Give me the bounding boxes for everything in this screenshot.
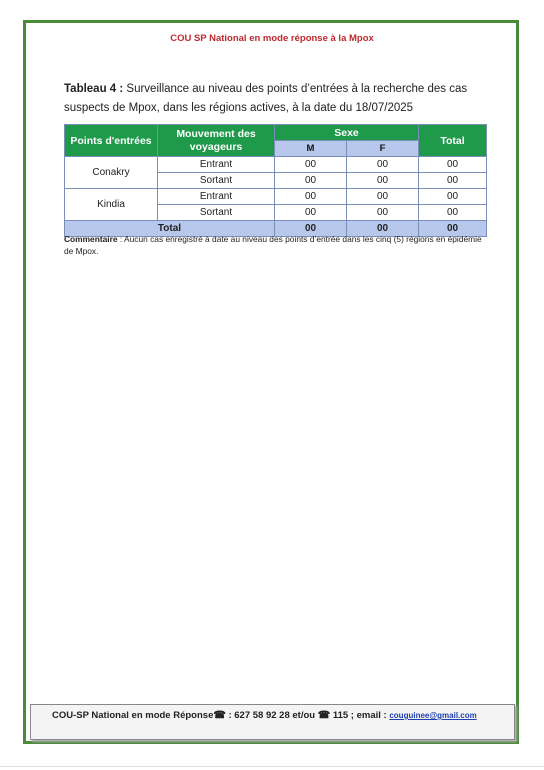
cell-m: 00 bbox=[275, 205, 347, 221]
cell-total: 00 bbox=[419, 189, 487, 205]
cell-f: 00 bbox=[347, 173, 419, 189]
cell-m: 00 bbox=[275, 157, 347, 173]
cell-m: 00 bbox=[275, 173, 347, 189]
cell-total-label: Total bbox=[65, 221, 275, 237]
table-row bbox=[65, 189, 487, 205]
footer-email-link[interactable]: couguinee@gmail.com bbox=[389, 711, 477, 720]
caption-label: Tableau 4 : bbox=[64, 83, 124, 95]
cell-f: 00 bbox=[347, 189, 419, 205]
caption-text: Surveillance au niveau des points d’entrées à la recherche des cas suspects de Mpox, dans les régions actives, à la date du 18/07/2025 bbox=[64, 83, 468, 114]
cell-point: Kindia bbox=[65, 189, 158, 221]
cell-total-total: 00 bbox=[419, 221, 487, 237]
page-header-title: COU SP National en mode réponse à la Mpox bbox=[170, 33, 374, 44]
header-mouvement-voyageurs: Mouvement des voyageurs bbox=[158, 125, 275, 157]
header-f: F bbox=[347, 141, 419, 157]
table-caption bbox=[64, 80, 494, 118]
footer-phone1: : 627 58 92 28 et/ou bbox=[225, 710, 318, 721]
telephone-icon: ☎ bbox=[213, 710, 226, 721]
surveillance-table bbox=[64, 124, 487, 237]
cell-point: Conakry bbox=[65, 157, 158, 189]
cell-total-m: 00 bbox=[275, 221, 347, 237]
footer-phone2: 115 ; email : bbox=[330, 710, 390, 721]
cell-total: 00 bbox=[419, 173, 487, 189]
cell-total: 00 bbox=[419, 205, 487, 221]
cell-total-f: 00 bbox=[347, 221, 419, 237]
cell-total: 00 bbox=[419, 157, 487, 173]
header-sexe: Sexe bbox=[275, 125, 419, 141]
cell-movement: Sortant bbox=[158, 205, 275, 221]
cell-movement: Sortant bbox=[158, 173, 275, 189]
comment bbox=[64, 233, 484, 257]
telephone-icon: ☎ bbox=[317, 710, 331, 721]
cell-f: 00 bbox=[347, 157, 419, 173]
cell-f: 00 bbox=[347, 205, 419, 221]
comment-label: Commentaire bbox=[64, 234, 118, 244]
table-row bbox=[65, 157, 487, 173]
header-m: M bbox=[275, 141, 347, 157]
cell-m: 00 bbox=[275, 189, 347, 205]
header-total: Total bbox=[419, 125, 487, 157]
bottom-divider bbox=[0, 766, 544, 767]
cell-movement: Entrant bbox=[158, 189, 275, 205]
footer-prefix: COU-SP National en mode Réponse bbox=[52, 710, 214, 721]
header-points-entrees: Points d'entrées bbox=[65, 125, 158, 157]
cell-movement: Entrant bbox=[158, 157, 275, 173]
comment-text: : Aucun cas enregistré à date au niveau des points d’entrée dans les cinq (5) régions en épidémie de Mpox. bbox=[64, 234, 482, 256]
footer-contact bbox=[52, 710, 477, 721]
